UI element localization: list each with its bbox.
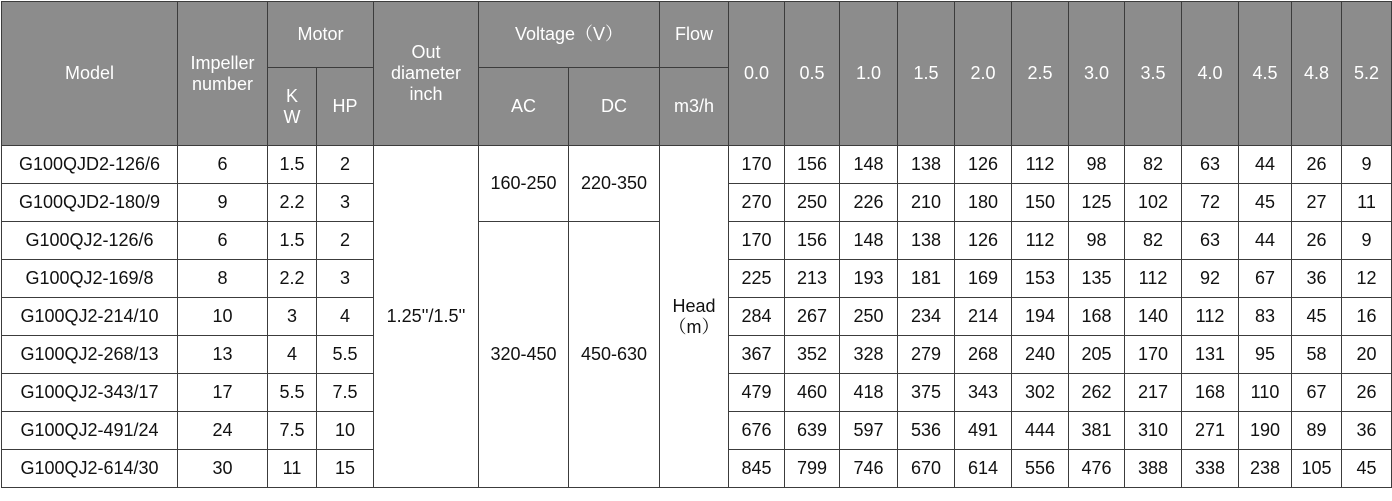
head-value-cell: 45 xyxy=(1342,450,1392,488)
head-value-cell: 98 xyxy=(1069,146,1125,184)
head-value-cell: 150 xyxy=(1012,184,1069,222)
head-value-cell: 112 xyxy=(1182,298,1239,336)
model-cell: G100QJD2-126/6 xyxy=(2,146,178,184)
model-cell: G100QJ2-343/17 xyxy=(2,374,178,412)
head-value-cell: 83 xyxy=(1239,298,1292,336)
head-value-cell: 67 xyxy=(1239,260,1292,298)
head-value-cell: 190 xyxy=(1239,412,1292,450)
head-value-cell: 95 xyxy=(1239,336,1292,374)
table-body xyxy=(2,146,1392,488)
head-value-cell: 72 xyxy=(1182,184,1239,222)
head-value-cell: 343 xyxy=(955,374,1012,412)
impeller-number-cell: 10 xyxy=(178,298,268,336)
head-value-cell: 140 xyxy=(1125,298,1182,336)
head-value-cell: 131 xyxy=(1182,336,1239,374)
dc-header: DC xyxy=(569,68,660,146)
head-value-cell: 26 xyxy=(1342,374,1392,412)
head-value-cell: 105 xyxy=(1292,450,1342,488)
head-value-cell: 375 xyxy=(898,374,955,412)
head-value-cell: 226 xyxy=(840,184,898,222)
kw-header: K W xyxy=(268,68,317,146)
head-value-cell: 225 xyxy=(729,260,785,298)
motor-header: Motor xyxy=(268,2,374,68)
flow-rate-header: 2.0 xyxy=(955,2,1012,146)
head-value-cell: 153 xyxy=(1012,260,1069,298)
head-value-cell: 170 xyxy=(1125,336,1182,374)
hp-cell: 2 xyxy=(317,146,374,184)
head-value-cell: 36 xyxy=(1342,412,1392,450)
impeller-number-cell: 24 xyxy=(178,412,268,450)
head-value-cell: 16 xyxy=(1342,298,1392,336)
head-value-cell: 194 xyxy=(1012,298,1069,336)
kw-cell: 2.2 xyxy=(268,184,317,222)
flow-rate-header: 2.5 xyxy=(1012,2,1069,146)
head-value-cell: 268 xyxy=(955,336,1012,374)
hp-cell: 3 xyxy=(317,184,374,222)
header-row-top xyxy=(2,2,1392,68)
impeller-number-cell: 6 xyxy=(178,222,268,260)
head-value-cell: 476 xyxy=(1069,450,1125,488)
head-value-cell: 138 xyxy=(898,146,955,184)
head-value-cell: 102 xyxy=(1125,184,1182,222)
head-value-cell: 310 xyxy=(1125,412,1182,450)
head-value-cell: 11 xyxy=(1342,184,1392,222)
dc-voltage-cell: 450-630 xyxy=(569,222,660,488)
head-value-cell: 110 xyxy=(1239,374,1292,412)
hp-cell: 4 xyxy=(317,298,374,336)
head-value-cell: 250 xyxy=(785,184,840,222)
head-value-cell: 193 xyxy=(840,260,898,298)
head-value-cell: 302 xyxy=(1012,374,1069,412)
head-value-cell: 67 xyxy=(1292,374,1342,412)
kw-cell: 1.5 xyxy=(268,222,317,260)
head-value-cell: 270 xyxy=(729,184,785,222)
pump-spec-table xyxy=(1,1,1392,488)
kw-cell: 2.2 xyxy=(268,260,317,298)
model-cell: G100QJ2-169/8 xyxy=(2,260,178,298)
head-value-cell: 12 xyxy=(1342,260,1392,298)
head-value-cell: 112 xyxy=(1012,146,1069,184)
hp-cell: 15 xyxy=(317,450,374,488)
head-value-cell: 180 xyxy=(955,184,1012,222)
head-value-cell: 126 xyxy=(955,146,1012,184)
head-value-cell: 214 xyxy=(955,298,1012,336)
head-value-cell: 170 xyxy=(729,146,785,184)
model-cell: G100QJ2-268/13 xyxy=(2,336,178,374)
head-value-cell: 92 xyxy=(1182,260,1239,298)
head-value-cell: 556 xyxy=(1012,450,1069,488)
head-value-cell: 181 xyxy=(898,260,955,298)
flow-rate-header: 3.5 xyxy=(1125,2,1182,146)
model-cell: G100QJ2-491/24 xyxy=(2,412,178,450)
table-row xyxy=(2,146,1392,184)
impeller-number-cell: 9 xyxy=(178,184,268,222)
model-cell: G100QJD2-180/9 xyxy=(2,184,178,222)
flow-rate-header: 1.0 xyxy=(840,2,898,146)
head-value-cell: 170 xyxy=(729,222,785,260)
flow-rate-header: 4.8 xyxy=(1292,2,1342,146)
head-value-cell: 479 xyxy=(729,374,785,412)
head-value-cell: 36 xyxy=(1292,260,1342,298)
head-value-cell: 250 xyxy=(840,298,898,336)
head-value-cell: 138 xyxy=(898,222,955,260)
hp-cell: 3 xyxy=(317,260,374,298)
model-cell: G100QJ2-126/6 xyxy=(2,222,178,260)
kw-cell: 11 xyxy=(268,450,317,488)
head-label-cell: Head （m） xyxy=(660,146,729,488)
head-value-cell: 367 xyxy=(729,336,785,374)
kw-cell: 5.5 xyxy=(268,374,317,412)
head-value-cell: 98 xyxy=(1069,222,1125,260)
head-value-cell: 27 xyxy=(1292,184,1342,222)
head-value-cell: 262 xyxy=(1069,374,1125,412)
head-value-cell: 112 xyxy=(1012,222,1069,260)
head-value-cell: 210 xyxy=(898,184,955,222)
head-value-cell: 845 xyxy=(729,450,785,488)
head-value-cell: 676 xyxy=(729,412,785,450)
flow-rate-header: 5.2 xyxy=(1342,2,1392,146)
head-value-cell: 418 xyxy=(840,374,898,412)
head-value-cell: 338 xyxy=(1182,450,1239,488)
flow-rate-header: 0.5 xyxy=(785,2,840,146)
impeller-number-cell: 13 xyxy=(178,336,268,374)
head-value-cell: 125 xyxy=(1069,184,1125,222)
head-value-cell: 126 xyxy=(955,222,1012,260)
head-value-cell: 169 xyxy=(955,260,1012,298)
flow-header: Flow xyxy=(660,2,729,68)
head-value-cell: 284 xyxy=(729,298,785,336)
ac-header: AC xyxy=(479,68,569,146)
voltage-header: Voltage（V） xyxy=(479,2,660,68)
head-value-cell: 168 xyxy=(1069,298,1125,336)
model-header: Model xyxy=(2,2,178,146)
head-value-cell: 639 xyxy=(785,412,840,450)
head-value-cell: 26 xyxy=(1292,146,1342,184)
head-value-cell: 82 xyxy=(1125,222,1182,260)
head-value-cell: 58 xyxy=(1292,336,1342,374)
head-value-cell: 89 xyxy=(1292,412,1342,450)
hp-header: HP xyxy=(317,68,374,146)
impeller-number-cell: 8 xyxy=(178,260,268,298)
kw-cell: 7.5 xyxy=(268,412,317,450)
head-value-cell: 205 xyxy=(1069,336,1125,374)
head-value-cell: 9 xyxy=(1342,222,1392,260)
flow-rate-header: 1.5 xyxy=(898,2,955,146)
dc-voltage-cell: 220-350 xyxy=(569,146,660,222)
head-value-cell: 45 xyxy=(1239,184,1292,222)
hp-cell: 10 xyxy=(317,412,374,450)
table-header xyxy=(2,2,1392,146)
head-value-cell: 597 xyxy=(840,412,898,450)
head-value-cell: 112 xyxy=(1125,260,1182,298)
head-value-cell: 9 xyxy=(1342,146,1392,184)
flow-unit-header: m3/h xyxy=(660,68,729,146)
head-value-cell: 746 xyxy=(840,450,898,488)
hp-cell: 2 xyxy=(317,222,374,260)
head-value-cell: 799 xyxy=(785,450,840,488)
head-value-cell: 238 xyxy=(1239,450,1292,488)
head-value-cell: 63 xyxy=(1182,222,1239,260)
kw-cell: 1.5 xyxy=(268,146,317,184)
head-value-cell: 156 xyxy=(785,146,840,184)
head-value-cell: 26 xyxy=(1292,222,1342,260)
head-value-cell: 536 xyxy=(898,412,955,450)
head-value-cell: 217 xyxy=(1125,374,1182,412)
head-value-cell: 388 xyxy=(1125,450,1182,488)
head-value-cell: 279 xyxy=(898,336,955,374)
impeller-number-header: Impeller number xyxy=(178,2,268,146)
ac-voltage-cell: 160-250 xyxy=(479,146,569,222)
head-value-cell: 670 xyxy=(898,450,955,488)
head-value-cell: 444 xyxy=(1012,412,1069,450)
head-value-cell: 82 xyxy=(1125,146,1182,184)
impeller-number-cell: 6 xyxy=(178,146,268,184)
model-cell: G100QJ2-214/10 xyxy=(2,298,178,336)
head-value-cell: 44 xyxy=(1239,146,1292,184)
head-value-cell: 614 xyxy=(955,450,1012,488)
flow-rate-header: 0.0 xyxy=(729,2,785,146)
head-value-cell: 460 xyxy=(785,374,840,412)
head-value-cell: 148 xyxy=(840,146,898,184)
head-value-cell: 44 xyxy=(1239,222,1292,260)
out-diameter-header: Out diameter inch xyxy=(374,2,479,146)
head-value-cell: 156 xyxy=(785,222,840,260)
flow-rate-header: 4.0 xyxy=(1182,2,1239,146)
impeller-number-cell: 30 xyxy=(178,450,268,488)
head-value-cell: 240 xyxy=(1012,336,1069,374)
head-value-cell: 234 xyxy=(898,298,955,336)
head-value-cell: 135 xyxy=(1069,260,1125,298)
head-value-cell: 328 xyxy=(840,336,898,374)
kw-cell: 4 xyxy=(268,336,317,374)
head-value-cell: 381 xyxy=(1069,412,1125,450)
hp-cell: 7.5 xyxy=(317,374,374,412)
head-value-cell: 168 xyxy=(1182,374,1239,412)
head-value-cell: 148 xyxy=(840,222,898,260)
flow-rate-header: 3.0 xyxy=(1069,2,1125,146)
head-value-cell: 63 xyxy=(1182,146,1239,184)
impeller-number-cell: 17 xyxy=(178,374,268,412)
head-value-cell: 271 xyxy=(1182,412,1239,450)
head-value-cell: 45 xyxy=(1292,298,1342,336)
out-diameter-cell: 1.25''/1.5'' xyxy=(374,146,479,488)
head-value-cell: 213 xyxy=(785,260,840,298)
hp-cell: 5.5 xyxy=(317,336,374,374)
ac-voltage-cell: 320-450 xyxy=(479,222,569,488)
kw-cell: 3 xyxy=(268,298,317,336)
flow-rate-header: 4.5 xyxy=(1239,2,1292,146)
head-value-cell: 491 xyxy=(955,412,1012,450)
model-cell: G100QJ2-614/30 xyxy=(2,450,178,488)
head-value-cell: 20 xyxy=(1342,336,1392,374)
head-value-cell: 267 xyxy=(785,298,840,336)
head-value-cell: 352 xyxy=(785,336,840,374)
